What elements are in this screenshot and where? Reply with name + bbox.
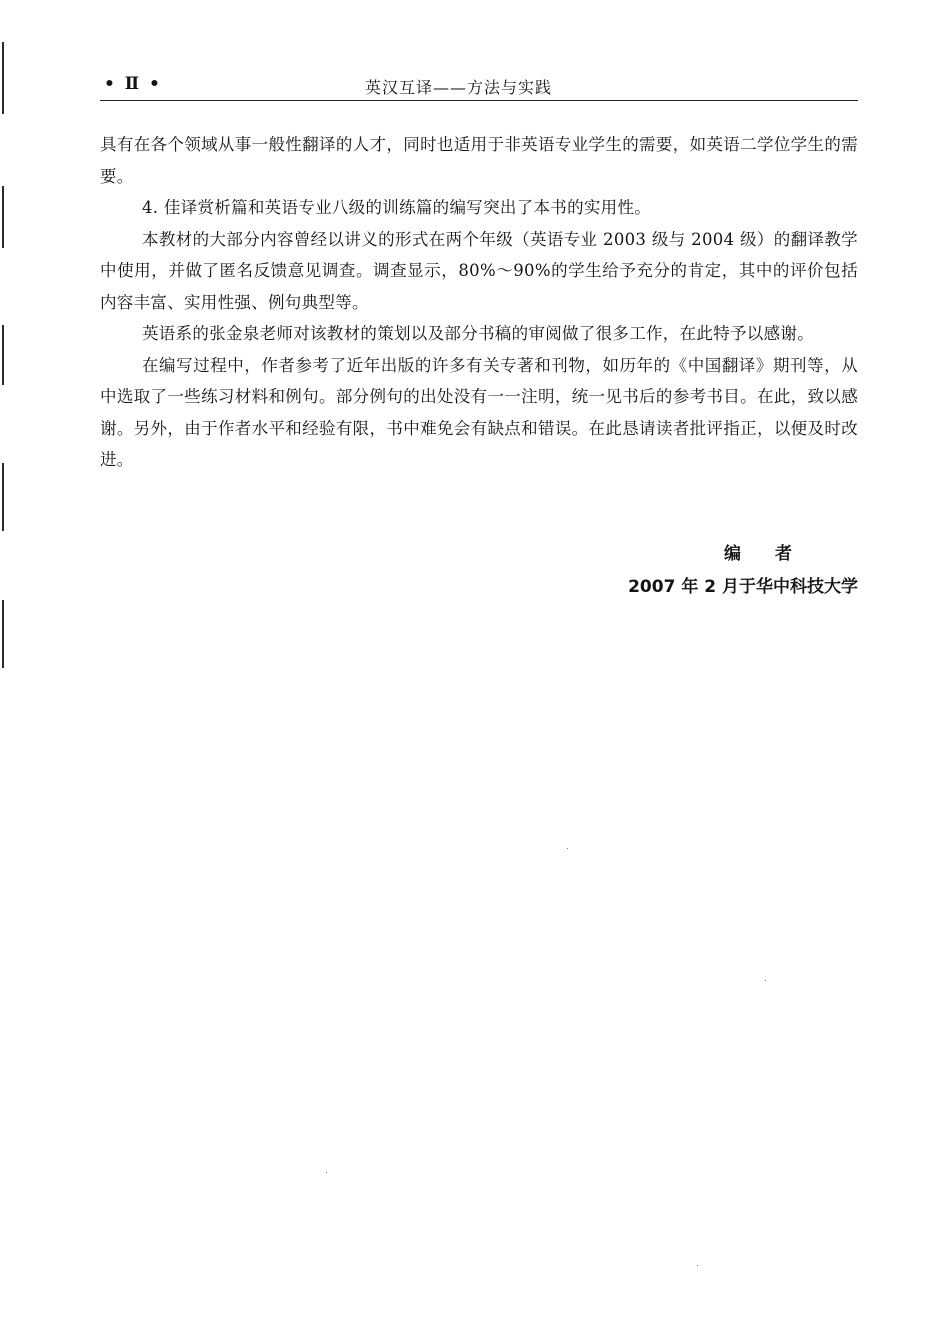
scan-speck — [697, 1265, 698, 1266]
book-title: 英汉互译——方法与实践 — [365, 78, 553, 97]
signature-date-place: 2007 年 2 月于华中科技大学 — [628, 577, 858, 597]
preface-body — [100, 129, 858, 476]
page-number: • Ⅱ • — [104, 74, 162, 94]
scan-edge-mark — [2, 42, 4, 114]
running-header — [100, 74, 858, 101]
signature-editor: 编者 — [724, 544, 826, 564]
scan-speck — [567, 848, 568, 849]
paragraph-continuation: 具有在各个领域从事一般性翻译的人才，同时也适用于非英语专业学生的需要，如英语二学位学生的需要。 — [100, 135, 858, 186]
paragraph-thanks: 英语系的张金泉老师对该教材的策划以及部分书稿的审阅做了很多工作，在此特予以感谢。 — [142, 324, 814, 343]
paragraph-references: 在编写过程中，作者参考了近年出版的许多有关专著和刊物，如历年的《中国翻译》期刊等，从中选取了一些练习材料和例句。部分例句的出处没有一一注明，统一见书后的参考书目。在此，致以感谢。另外，由于作者水平和经验有限，书中难免会有缺点和错误。在此恳请读者批评指正，以便及时改进。 — [100, 355, 858, 469]
scan-speck — [765, 980, 766, 981]
scan-edge-mark — [2, 186, 4, 248]
scan-edge-mark — [2, 600, 4, 668]
scan-speck — [326, 1172, 327, 1173]
paragraph-point-4: 4. 佳译赏析篇和英语专业八级的训练篇的编写突出了本书的实用性。 — [142, 198, 652, 217]
scan-edge-mark — [2, 325, 4, 385]
scan-edge-mark — [2, 463, 4, 531]
paragraph-survey: 本教材的大部分内容曾经以讲义的形式在两个年级（英语专业 2003 级与 2004 级）的翻译教学中使用，并做了匿名反馈意见调查。调查显示，80%～90%的学生给予充分的肯定，其中的评价包括内容丰富、实用性强、例句典型等。 — [100, 229, 858, 312]
